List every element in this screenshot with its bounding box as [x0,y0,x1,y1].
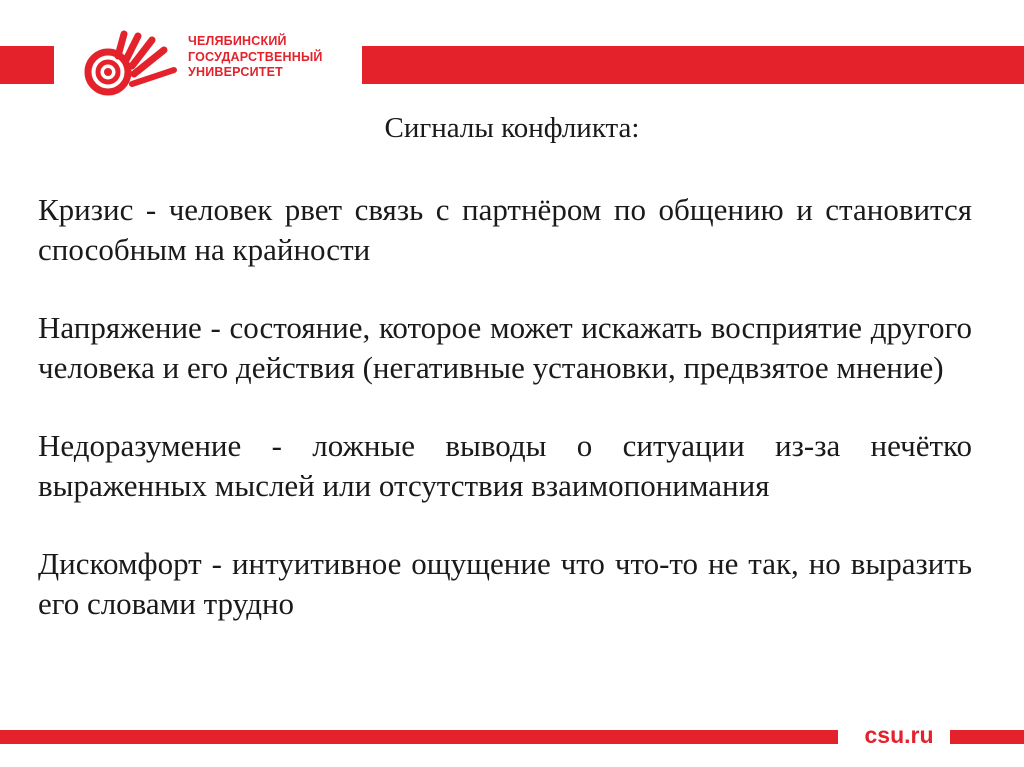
paragraph-tension: Напряжение - состояние, которое может искажать восприятие другого человека и его действия (негативные установки, предвзятое мнение) [38,310,972,385]
footer-bar-right [950,730,1024,744]
paragraph-discomfort: Дискомфорт - интуитивное ощущение что что-то не так, но выразить его словами трудно [38,546,972,621]
university-name-line-2: ГОСУДАРСТВЕННЫЙ [188,49,323,64]
slide-title: Сигналы конфликта: [384,112,640,144]
paragraph-misunderstanding: Недоразумение - ложные выводы о ситуации из-за нечётко выраженных мыслей или отсутствия взаимопонимания [38,428,972,503]
footer-bar-left [0,730,838,744]
university-name [188,34,358,81]
slide-content [38,190,972,662]
paragraph-crisis: Кризис - человек рвет связь с партнёром по общению и становится способным на крайности [38,192,972,267]
university-name-line-1: ЧЕЛЯБИНСКИЙ [188,34,287,48]
header-bar-left [0,46,54,84]
university-name-line-3: УНИВЕРСИТЕТ [188,65,283,79]
header-bar-right [362,46,1024,84]
csu-spiral-logo-icon [78,30,180,98]
site-link[interactable]: csu.ru [864,722,934,748]
